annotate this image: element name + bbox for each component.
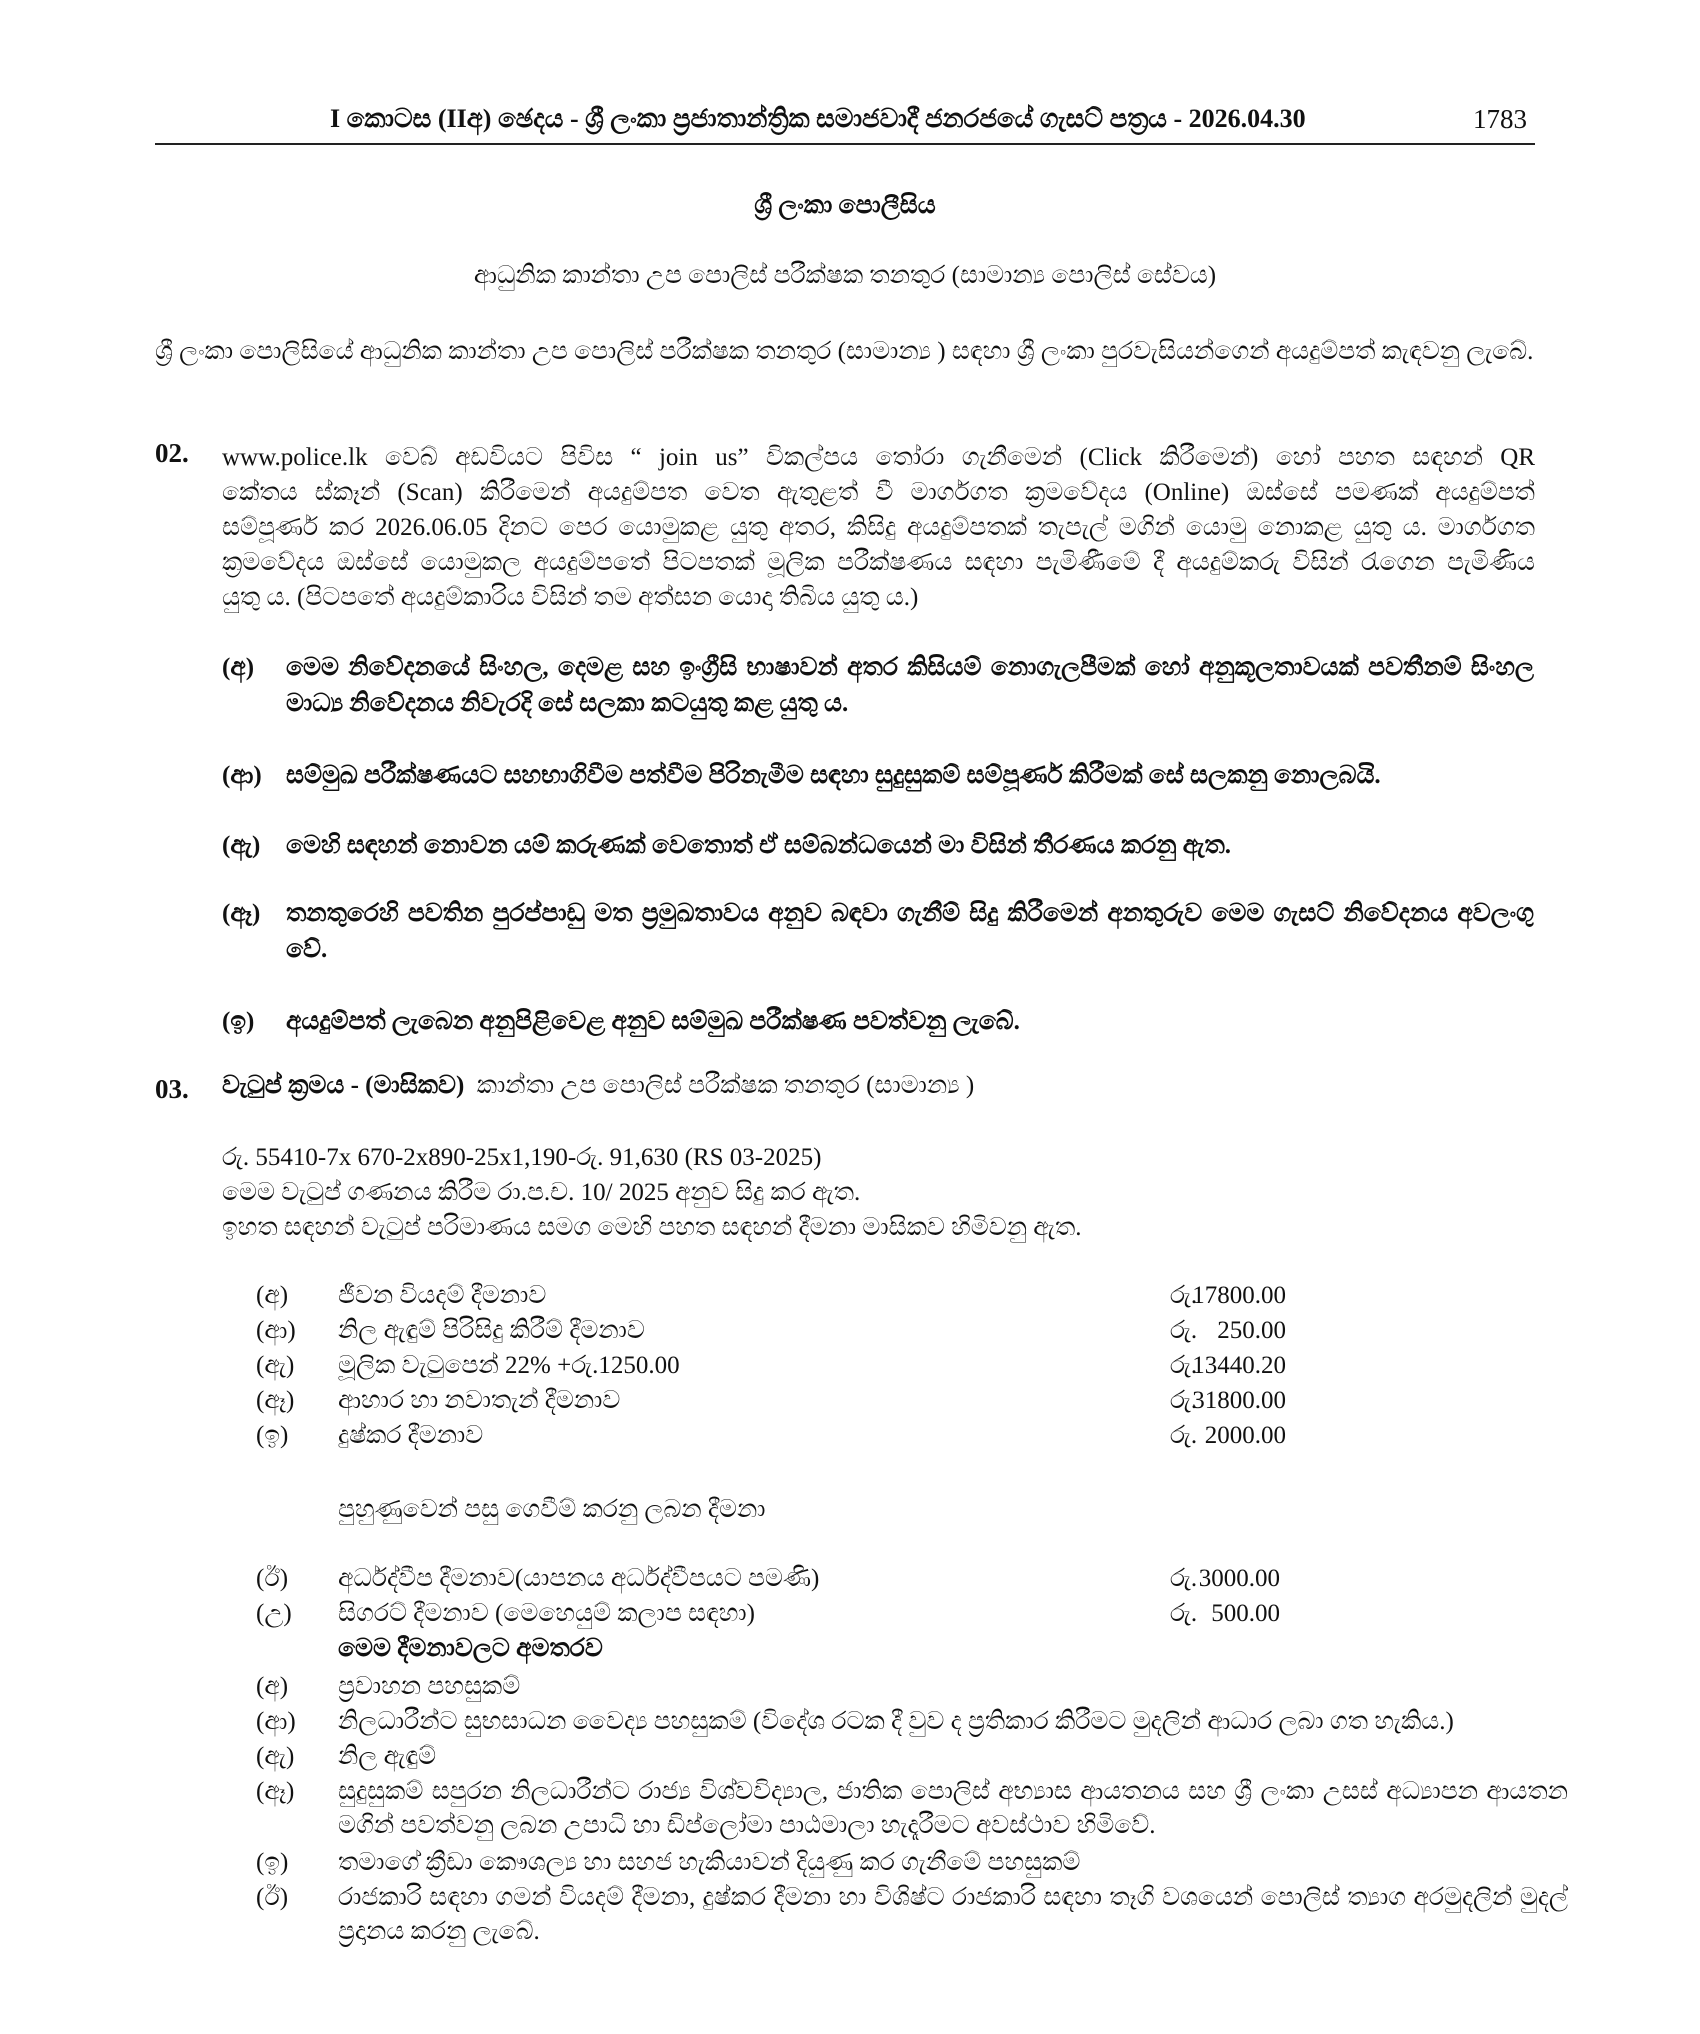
allowance-label: අර්ධද්වීප දීමනාව(යාපනය අර්ධද්වීපයට පමණි) [338, 1565, 820, 1592]
other-benefits-heading: මෙම දීමනාවලට අමතරව [338, 1635, 603, 1662]
salary-line: රු. 55410-7x 670-2x890-25x1,190-රු. 91,630 (RS 03-2025) [222, 1144, 822, 1171]
gazette-header-title: I කොටස (IIඅ) ඡෙදය - ශ්‍රී ලංකා ප්‍රජාතාන්ත්‍රික සමාජවාදී ජනරජයේ ගැසට් පත්‍රය - 2026.04.30 [330, 104, 1306, 133]
currency-label: රු. [1170, 1282, 1198, 1309]
salary-scale [222, 1140, 1082, 1245]
allowance-label: ආහාර හා නවාතැන් දීමනාව [338, 1387, 621, 1414]
benefit-text: නිලධාරීන්ට සුභසාධන වෛද්‍ය පහසුකම් (විදේශ රටක දී වුව ද ප්‍රතිකාර කිරීමට මුදලින් ආධාර ලබා ගත හැකිය.) [338, 1708, 1454, 1735]
allowance-marker: (ආ) [256, 1317, 296, 1344]
allowance-label: නිල ඇඳුම් පිරිසිදු කිරීම් දීමනාව [338, 1317, 645, 1344]
currency-label: රු. [1170, 1422, 1198, 1449]
page-number: 1783 [1473, 104, 1527, 134]
benefit-marker: (ඈ) [256, 1778, 295, 1805]
currency-label: රු. [1170, 1387, 1198, 1414]
currency-label: රු. [1170, 1317, 1198, 1344]
currency-label: රු. [1170, 1352, 1198, 1379]
item-marker: (ඈ) [222, 900, 261, 927]
section-03-post: කාන්තා උප පොලිස් පරීක්ෂක තනතුර (සාමාන්‍ය ) [476, 1072, 975, 1099]
section-02-line: www.police.lk වෙබ් අඩවියට පිවිස “ join us” විකල්පය තෝරා ගැනීමෙන් (Click කිරීමෙන්) හෝ පහත සඳහන් QR [222, 444, 1535, 471]
intro-paragraph: ශ්‍රී ලංකා පොලිසියේ ආධුනික කාන්තා උප පොලිස් පරීක්ෂක තනතුර (සාමාන්‍ය ) සඳහා ශ්‍රී ලංකා පුරවැසියන්ගෙන් අයදුම්පත් කැඳවනු ලැබේ. [155, 338, 1534, 365]
allowance-marker: (අ) [256, 1282, 289, 1309]
allowance-label: ජීවන වියදම් දීමනාව [338, 1282, 547, 1309]
benefit-text: සුදුසුකම් සපුරන නිලධාරීන්ට රාජ්‍ය විශ්වවිද්‍යාල, ජාතික පොලිස් අභ්‍යාස ආයතනය සහ ශ්‍රී ලංකා උසස් අධ්‍යාපන ආයතන මගින් පවත්වනු ලබන උපාධි හා ඩිප්ලෝමා පාඨමාලා හැදෑරීමට අවස්ථාව හිමිවේ. [338, 1778, 1568, 1839]
section-02-paragraph [222, 440, 1535, 615]
allowance-amount: 31800.00 [1192, 1387, 1286, 1414]
after-training-heading: පුහුණුවෙන් පසු ගෙවීම් කරනු ලබන දීමනා [338, 1496, 766, 1523]
allowance-amount: 17800.00 [1192, 1282, 1286, 1309]
allowance-label: මූලික වැටුපෙන් 22% +රු.1250.00 [338, 1352, 680, 1379]
allowance-amount: 2000.00 [1204, 1422, 1286, 1449]
benefit-text: රාජකාරි සඳහා ගමන් වියදම් දීමනා, දුෂ්කර දීමනා හා විශිෂ්ට රාජකාරි සඳහා තෑගි වශයෙන් පොලිස් ත්‍යාග අරමුදලින් මුදල් ප්‍රදානය කරනු ලැබේ. [338, 1884, 1568, 1945]
benefit-marker: (අ) [256, 1673, 289, 1700]
benefit-text: තමාගේ ක්‍රීඩා කෞශල්‍ය හා සහජ හැකියාවන් දියුණු කර ගැනීමේ පහසුකම් [338, 1849, 1081, 1876]
section-02-line: ක්‍රමවේදය ඔස්සේ යොමුකල අයදුම්පතේ පිටපතක් මූලික පරීක්ෂණය සඳහා පැමිණීමේ දී අයදුම්කරු විසින් රැගෙන පැමිණිය [222, 549, 1535, 576]
allowance-amount: 250.00 [1217, 1317, 1286, 1344]
section-02-line: යුතු ය. (පිටපතේ අයදුම්කාරිය විසින් තම අත්සන යොදා තිබිය යුතු ය.) [222, 584, 919, 611]
benefit-marker: (ඉ) [256, 1849, 289, 1876]
header-divider [155, 143, 1535, 145]
organization-heading: ශ්‍රී ලංකා පොලීසිය [754, 192, 936, 219]
section-03-number: 03. [155, 1074, 189, 1104]
post-heading: ආධුනික කාන්තා උප පොලිස් පරීක්ෂක තනතුර (සාමාන්‍ය පොලිස් සේවය) [473, 262, 1217, 289]
item-text: මෙහි සඳහන් නොවන යම් කරුණක් වෙතොත් ඒ සම්බන්ධයෙන් මා විසින් තීරණය කරනු ඇත. [286, 832, 1232, 859]
item-marker: (අ) [222, 654, 255, 681]
allowance-marker: (ඇ) [256, 1352, 295, 1379]
benefit-marker: (ඊ) [256, 1884, 289, 1911]
allowance-marker: (ඈ) [256, 1387, 295, 1414]
allowance-marker: (ඉ) [256, 1422, 289, 1449]
allowance-amount: 500.00 [1211, 1600, 1280, 1627]
benefit-marker: (ඇ) [256, 1743, 295, 1770]
salary-scheme-label: වැටුප් ක්‍රමය - (මාසිකව) [222, 1072, 465, 1099]
item-text: මෙම නිවේදනයේ සිංහල, දෙමළ සහ ඉංග්‍රීසි භාෂාවන් අතර කිසියම් නොගැලපීමක් හෝ අනුකූලතාවයක් පවතීනම් සිංහල මාධ්‍ය නිවේදනය නිවැරදි සේ සලකා කටයුතු කළ යුතු ය. [286, 654, 1534, 717]
salary-line: මෙම වැටුප් ගණනය කිරීම රා.ප.ච. 10/ 2025 අනුව සිදු කර ඇත. [222, 1179, 861, 1206]
allowance-marker: (උ) [256, 1600, 292, 1627]
item-marker: (ඉ) [222, 1008, 255, 1035]
item-text: අයදුම්පත් ලැබෙන අනුපිළිවෙළ අනුව සම්මුඛ පරීක්ෂණ පවත්වනු ලැබේ. [286, 1008, 1020, 1035]
section-02-line: සම්පූර්ණ කර 2026.06.05 දිනට පෙර යොමුකළ යුතු අතර, කිසිදු අයදුම්පතක් තැපැල් මගින් යොමු නොකළ යුතු ය. මාර්ගගත [222, 514, 1535, 541]
currency-label: රු. [1170, 1565, 1198, 1592]
allowance-amount: 3000.00 [1198, 1565, 1280, 1592]
benefit-marker: (ආ) [256, 1708, 296, 1735]
allowance-label: සිගරට් දීමනාව (මෙහෙයුම් කලාප සඳහා) [338, 1600, 755, 1627]
section-02-number: 02. [155, 438, 189, 468]
allowance-amount: 13440.20 [1192, 1352, 1286, 1379]
currency-label: රු. [1170, 1600, 1198, 1627]
item-text: තනතුරෙහි පවතින පුරප්පාඩු මත ප්‍රමුඛතාවය අනුව බඳවා ගැනීම් සිදු කිරීමෙන් අනතුරුව මෙම ගැසට් නිවේදනය අවලංගු වේ. [286, 900, 1534, 963]
section-03-title [222, 1072, 974, 1100]
item-text: සම්මුඛ පරීක්ෂණයට සහභාගිවීම පත්වීම පිරිනැමීම සඳහා සුදුසුකම් සම්පූර්ණ කිරීමක් සේ සලකනු නොලබයි. [286, 762, 1381, 789]
benefit-text: ප්‍රවාහන පහසුකම් [338, 1673, 521, 1700]
item-marker: (ආ) [222, 762, 262, 789]
allowance-label: දුෂ්කර දීමනාව [338, 1422, 484, 1449]
item-marker: (ඇ) [222, 832, 261, 859]
allowance-marker: (ඊ) [256, 1565, 289, 1592]
section-02-line: කේතය ස්කෑන් (Scan) කිරීමෙන් අයදුම්පත වෙත ඇතුළත් වී මාර්ගගත ක්‍රමවේදය (Online) ඔස්සේ පමණක් අයදුම්පත් [222, 479, 1535, 506]
benefit-text: නිල ඇඳුම් [338, 1743, 437, 1770]
salary-line: ඉහත සඳහන් වැටුප් පරිමාණය සමග මෙහි පහත සඳහන් දීමනා මාසිකව හිමිවනු ඇත. [222, 1214, 1082, 1241]
